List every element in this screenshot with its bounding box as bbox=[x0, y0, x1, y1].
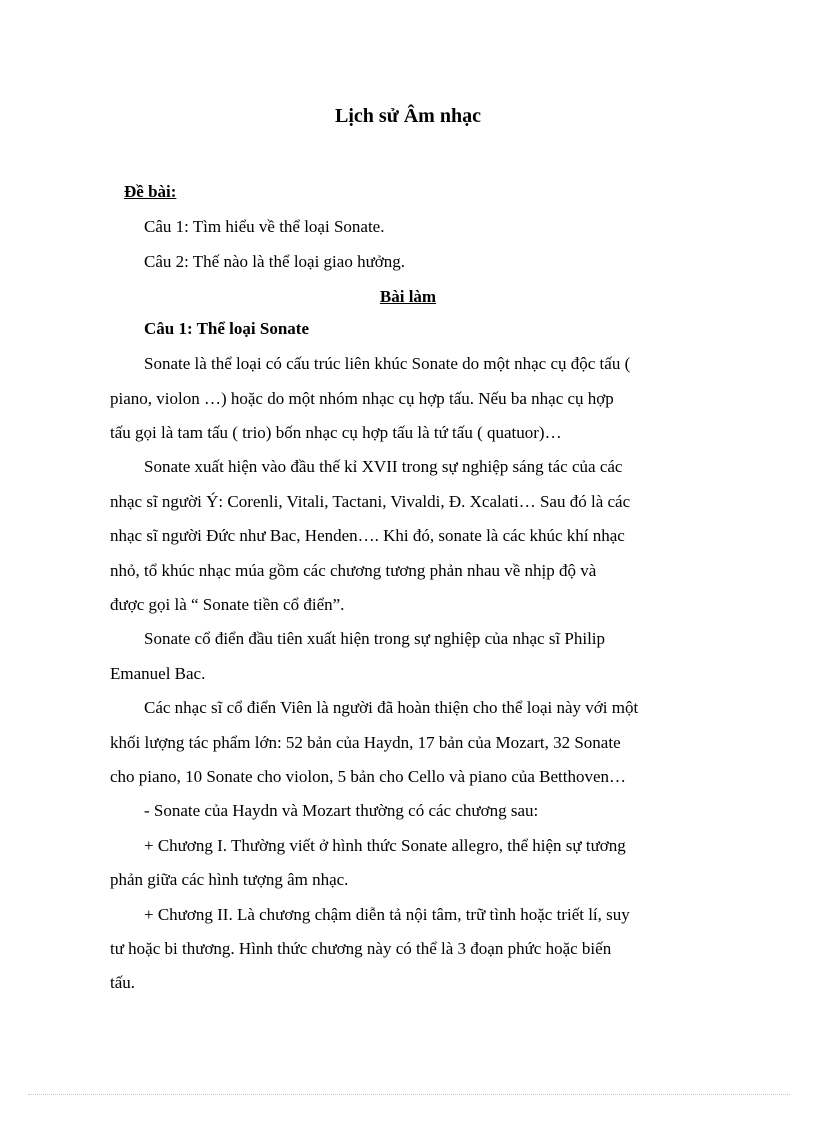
body-line: + Chương II. Là chương chậm diễn tả nội tâm, trữ tình hoặc triết lí, suy bbox=[144, 905, 630, 924]
body-line: phản giữa các hình tượng âm nhạc. bbox=[110, 870, 349, 889]
body-line: nhạc sĩ người Đức như Bac, Henden…. Khi đó, sonate là các khúc khí nhạc bbox=[110, 526, 625, 545]
body-line: nhỏ, tổ khúc nhạc múa gồm các chương tương phản nhau về nhịp độ và bbox=[110, 561, 597, 580]
de-bai-heading: Đề bài: bbox=[124, 182, 177, 201]
body-line: Sonate là thể loại có cấu trúc liên khúc Sonate do một nhạc cụ độc tấu ( bbox=[144, 354, 631, 373]
question-2: Câu 2: Thế nào là thể loại giao hưởng. bbox=[144, 252, 406, 271]
body-line: + Chương I. Thường viết ở hình thức Sonate allegro, thể hiện sự tương bbox=[144, 836, 626, 855]
body-line: tấu gọi là tam tấu ( trio) bốn nhạc cụ hợp tấu là tứ tấu ( quatuor)… bbox=[110, 423, 562, 442]
bai-lam-heading: Bài làm bbox=[379, 287, 437, 306]
body-line: Sonate xuất hiện vào đầu thế kỉ XVII trong sự nghiệp sáng tác của các bbox=[144, 457, 623, 476]
body-line: piano, violon …) hoặc do một nhóm nhạc cụ hợp tấu. Nếu ba nhạc cụ hợp bbox=[110, 389, 614, 408]
body-line: nhạc sĩ người Ý: Corenli, Vitali, Tactani, Vivaldi, Đ. Xcalati… Sau đó là các bbox=[110, 492, 631, 511]
document-title: Lịch sử Âm nhạc bbox=[335, 105, 481, 127]
cau-1-heading: Câu 1: Thể loại Sonate bbox=[144, 319, 309, 338]
body-line: Các nhạc sĩ cổ điển Viên là người đã hoàn thiện cho thể loại này với một bbox=[144, 698, 639, 717]
body-line: - Sonate của Haydn và Mozart thường có các chương sau: bbox=[144, 801, 539, 820]
body-line: Sonate cổ điển đầu tiên xuất hiện trong sự nghiệp của nhạc sĩ Philip bbox=[144, 629, 606, 648]
body-line: khối lượng tác phẩm lớn: 52 bản của Haydn, 17 bản của Mozart, 32 Sonate bbox=[110, 733, 621, 752]
body-line: tư hoặc bi thương. Hình thức chương này có thể là 3 đoạn phức hoặc biến bbox=[110, 939, 612, 958]
page-footer-divider bbox=[28, 1094, 790, 1095]
question-1: Câu 1: Tìm hiểu về thể loại Sonate. bbox=[144, 217, 385, 236]
body-line: cho piano, 10 Sonate cho violon, 5 bản cho Cello và piano của Betthoven… bbox=[110, 767, 627, 786]
body-line: tấu. bbox=[110, 973, 136, 992]
body-line: Emanuel Bac. bbox=[110, 664, 206, 683]
body-line: được gọi là “ Sonate tiền cổ điển”. bbox=[110, 595, 345, 614]
